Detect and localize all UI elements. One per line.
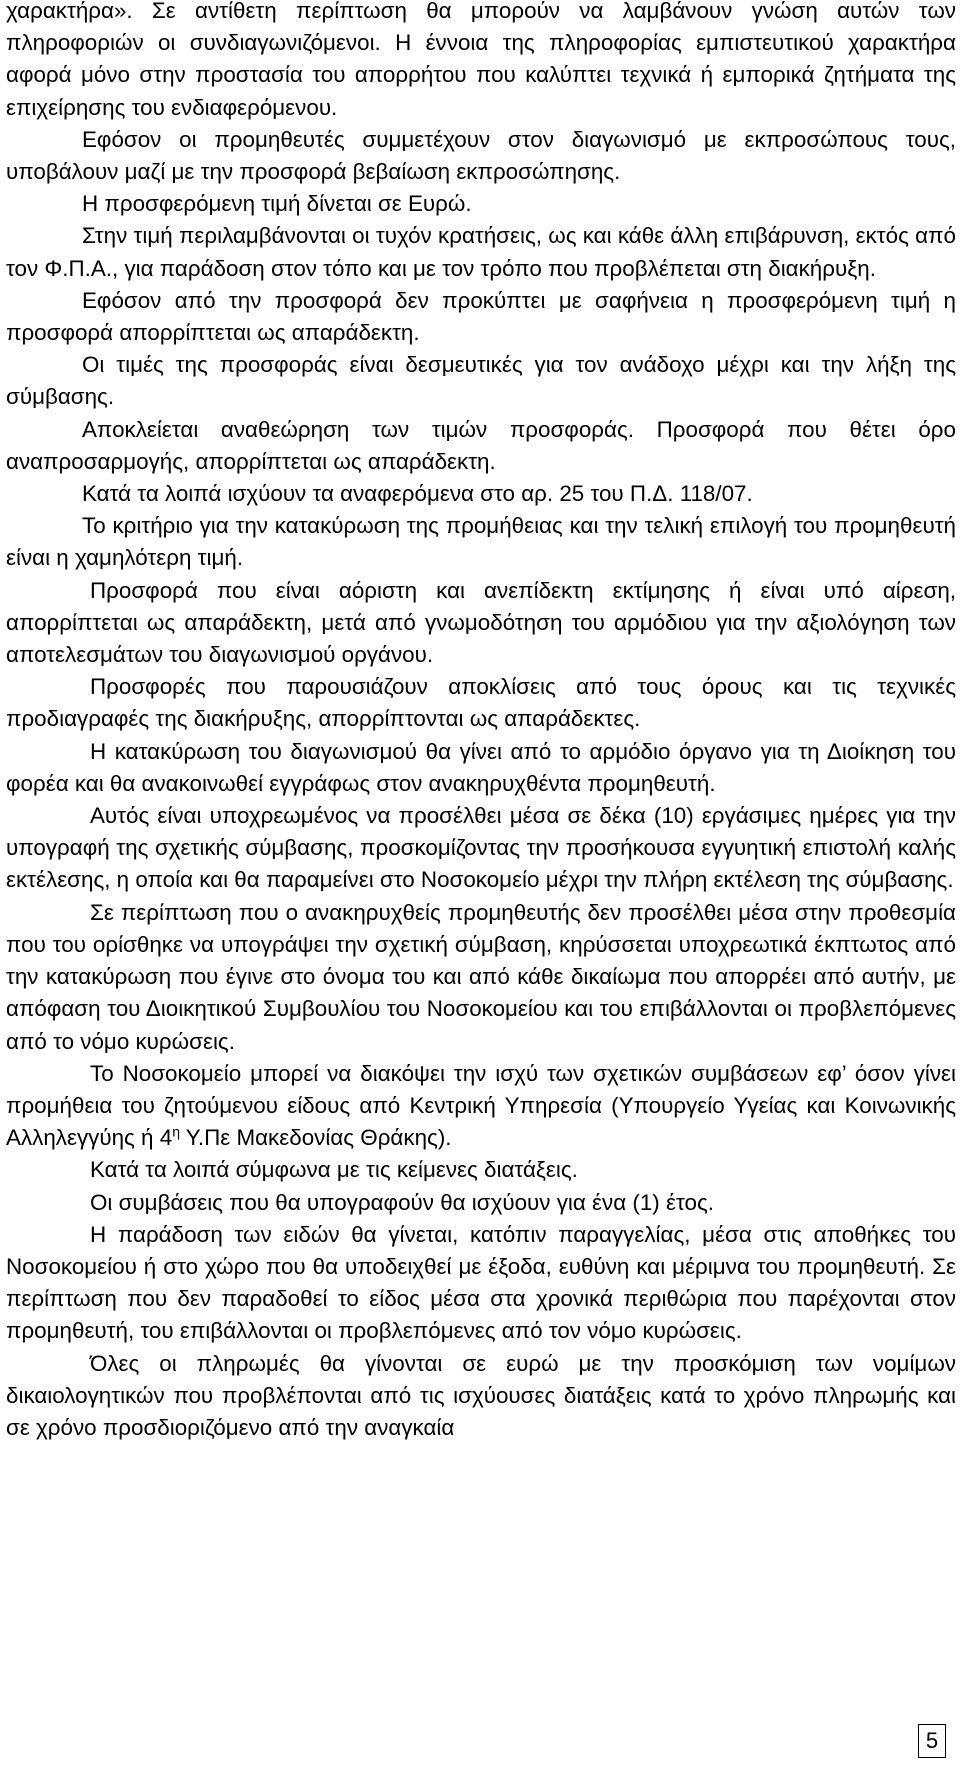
document-body [6,0,956,1444]
paragraph-contract-duration: Οι συμβάσεις που θα υπογραφούν θα ισχύουν για ένα (1) έτος. [90,1189,714,1215]
paragraph-general-provisions: Κατά τα λοιπά σύμφωνα με τις κείμενες διατάξεις. [90,1157,578,1183]
page-number: 5 [918,1724,946,1758]
termination-tail: Υ.Πε Μακεδονίας Θράκης). [179,1125,452,1151]
paragraph-award-decision: Η κατακύρωση του διαγωνισμού θα γίνει από το αρμόδιο όργανο για τη Διοίκηση του φορέα και θα ανακοινωθεί εγγράφως στον ανακηρυχθέντα προμηθευτή. [6,738,956,796]
paragraph-representatives: Εφόσον οι προμηθευτές συμμετέχουν στον διαγωνισμό με εκπροσώπους τους, υποβάλουν μαζί με την προσφορά βεβαίωση εκπροσώπησης. [6,126,956,185]
paragraph-termination [6,1058,956,1155]
paragraph-vague-offer: Προσφορά που είναι αόριστη και ανεπίδεκτη εκτίμησης ή είναι υπό αίρεση, απορρίπτεται ως απαράδεκτη, μετά από γνωμοδότηση του αρμόδιου για την αξιολόγηση των αποτελεσμάτων του διαγωνισμού οργάνου. [6,577,956,668]
paragraph-delivery: Η παράδοση των ειδών θα γίνεται, κατόπιν παραγγελίας, μέσα στις αποθήκες του Νοσοκομείου ή στο χώρο που θα υποδειχθεί με έξοδα, ευθύνη και μέριμνα του προμηθευτή. Σε περίπτωση που δεν παραδοθεί το είδος μέσα στα χρονικά περιθώρια που παρέχονται στον προμηθευτή, του επιβάλλονται οι προβλεπόμενες από τον νόμο κυρώσεις. [6,1221,956,1344]
superscript-note: η [172,1123,180,1140]
paragraph-price-charges: Στην τιμή περιλαμβάνονται οι τυχόν κρατήσεις, ως και κάθε άλλη επιβάρυνση, εκτός από τον Φ.Π.Α., για παράδοση στον τόπο και με τον τρόπο που προβλέπεται στη διακήρυξη. [6,223,956,281]
paragraph-price-clarity: Εφόσον από την προσφορά δεν προκύπτει με σαφήνεια η προσφερόμενη τιμή η προσφορά απορρίπτεται ως απαράδεκτη. [6,287,956,346]
paragraph-contract-signing: Αυτός είναι υποχρεωμένος να προσέλθει μέσα σε δέκα (10) εργάσιμες ημέρες για την υπογραφή της σχετικής σύμβασης, προσκομίζοντας την προσήκουσα εγγυητική επιστολή καλής εκτέλεσης, η οποία και θα παραμείνει στο Νοσοκομείο μέχρι την πλήρη εκτέλεση της σύμβασης. [6,803,956,893]
paragraph-no-revision: Αποκλείεται αναθεώρηση των τιμών προσφοράς. Προσφορά που θέτει όρο αναπροσαρμογής, απορρίπτεται ως απαράδεκτη. [6,416,956,474]
paragraph-forfeiture: Σε περίπτωση που ο ανακηρυχθείς προμηθευτής δεν προσέλθει μέσα στην προθεσμία που του ορίσθηκε να υπογράψει την σχετική σύμβαση, κηρύσσεται υποχρεωτικά έκπτωτος από την κατακύρωση που έγινε στο όνομα του και από κάθε δικαίωμα που απορρέει από αυτήν, με απόφαση του Διοικητικού Συμβουλίου του Νοσοκομείου και του επιβάλλονται οι προβλεπόμενες από το νόμο κυρώσεις. [6,899,956,1054]
paragraph-currency: Η προσφερόμενη τιμή δίνεται σε Ευρώ. [82,191,472,217]
paragraph-deviations: Προσφορές που παρουσιάζουν αποκλίσεις από τους όρους και τις τεχνικές προδιαγραφές της διακήρυξης, απορρίπτονται ως απαράδεκτες. [6,674,956,732]
paragraph-award-criterion: Το κριτήριο για την κατακύρωση της προμήθειας και την τελική επιλογή του προμηθευτή είναι η χαμηλότερη τιμή. [6,513,956,571]
paragraph-binding-prices: Οι τιμές της προσφοράς είναι δεσμευτικές για τον ανάδοχο μέχρι και την λήξη της σύμβασης. [6,352,956,410]
paragraph-confidentiality: χαρακτήρα». Σε αντίθετη περίπτωση θα μπορούν να λαμβάνουν γνώση αυτών των πληροφοριών οι συνδιαγωνιζόμενοι. Η έννοια της πληροφορίας εμπιστευτικού χαρακτήρα αφορά μόνο στην προστασία του απορρήτου που καλύπτει τεχνικά ή εμπορικά ζητήματα της επιχείρησης του ενδιαφερόμενου. [6,0,956,120]
termination-text: Το Νοσοκομείο μπορεί να διακόψει την ισχύ των σχετικών συμβάσεων εφ’ όσον γίνει προμήθεια του ζητούμενου είδους από Κεντρική Υπηρεσία (Υπουργείο Υγείας και Κοινωνικής Αλληλεγγύης ή 4 [6,1060,956,1151]
paragraph-payments: Όλες οι πληρωμές θα γίνονται σε ευρώ με την προσκόμιση των νομίμων δικαιολογητικών που προβλέπονται από τις ισχύουσες διατάξεις κατά το χρόνο πληρωμής και σε χρόνο προσδιοριζόμενο από την αναγκαία [6,1350,956,1440]
paragraph-other-provisions: Κατά τα λοιπά ισχύουν τα αναφερόμενα στο αρ. 25 του Π.Δ. 118/07. [82,481,753,507]
